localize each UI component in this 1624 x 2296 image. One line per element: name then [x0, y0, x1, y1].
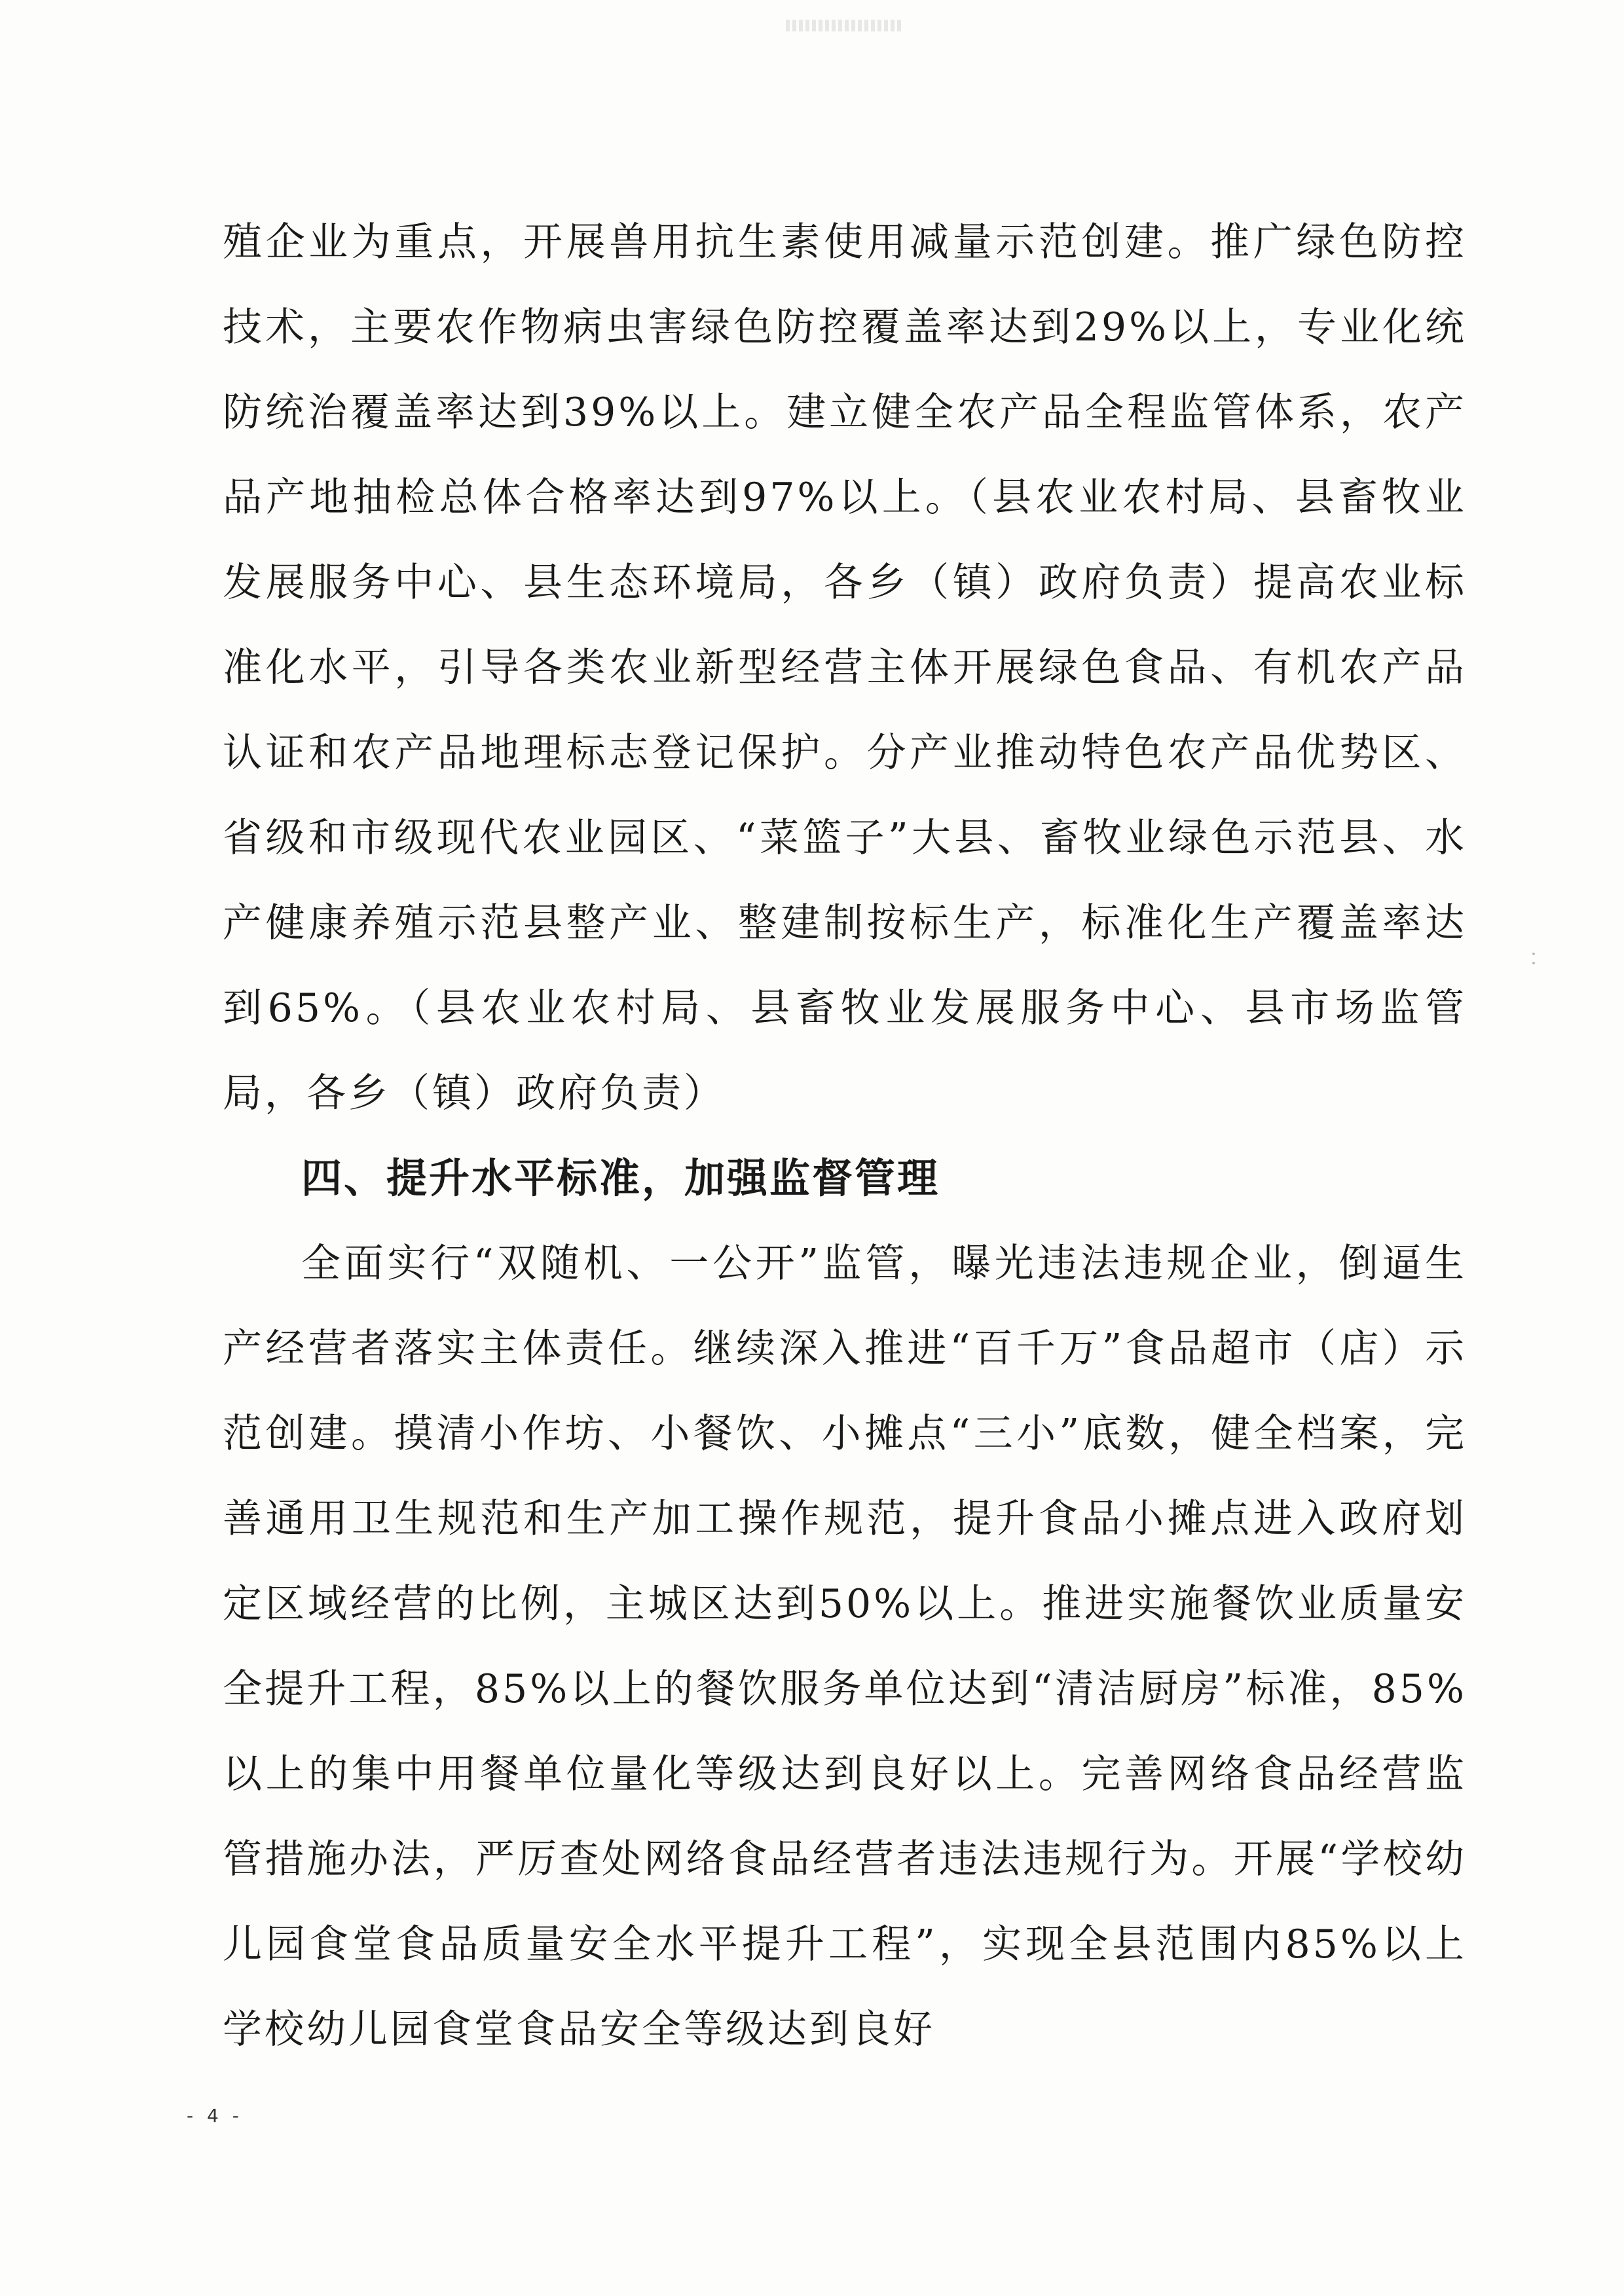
body-paragraph-1: 殖企业为重点，开展兽用抗生素使用减量示范创建。推广绿色防控技术，主要农作物病虫害绿色防控覆盖率达到29%以上，专业化统防统治覆盖率达到39%以上。建立健全农产品全程监管体系，农产品产地抽检总体合格率达到97%以上。（县农业农村局、县畜牧业发展服务中心、县生态环境局，各乡（镇）政府负责）提高农业标准化水平，引导各类农业新型经营主体开展绿色食品、有机农产品认证和农产品地理标志登记保护。分产业推动特色农产品优势区、省级和市级现代农业园区、“菜篮子”大县、畜牧业绿色示范县、水产健康养殖示范县整产业、整建制按标生产，标准化生产覆盖率达到65%。（县农业农村局、县畜牧业发展服务中心、县市场监管局，各乡（镇）政府负责）: [223, 219, 1467, 1116]
scan-dots: [1532, 953, 1539, 979]
document-body: [223, 200, 1467, 2072]
body-paragraph-2: 全面实行“双随机、一公开”监管，曝光违法违规企业，倒逼生产经营者落实主体责任。继续深入推进“百千万”食品超市（店）示范创建。摸清小作坊、小餐饮、小摊点“三小”底数，健全档案，完善通用卫生规范和生产加工操作规范，提升食品小摊点进入政府划定区域经营的比例，主城区达到50%以上。推进实施餐饮业质量安全提升工程，85%以上的餐饮服务单位达到“清洁厨房”标准，85%以上的集中用餐单位量化等级达到良好以上。完善网络食品经营监管措施办法，严厉查处网络食品经营者违法违规行为。开展“学校幼儿园食堂食品质量安全水平提升工程”，实现全县范围内85%以上学校幼儿园食堂食品安全等级达到良好: [223, 1241, 1467, 2052]
scan-artifact: [786, 20, 904, 31]
page-number: - 4 -: [187, 2105, 243, 2126]
section-heading-4: 四、提升水平标准，加强监督管理: [301, 1154, 940, 1202]
